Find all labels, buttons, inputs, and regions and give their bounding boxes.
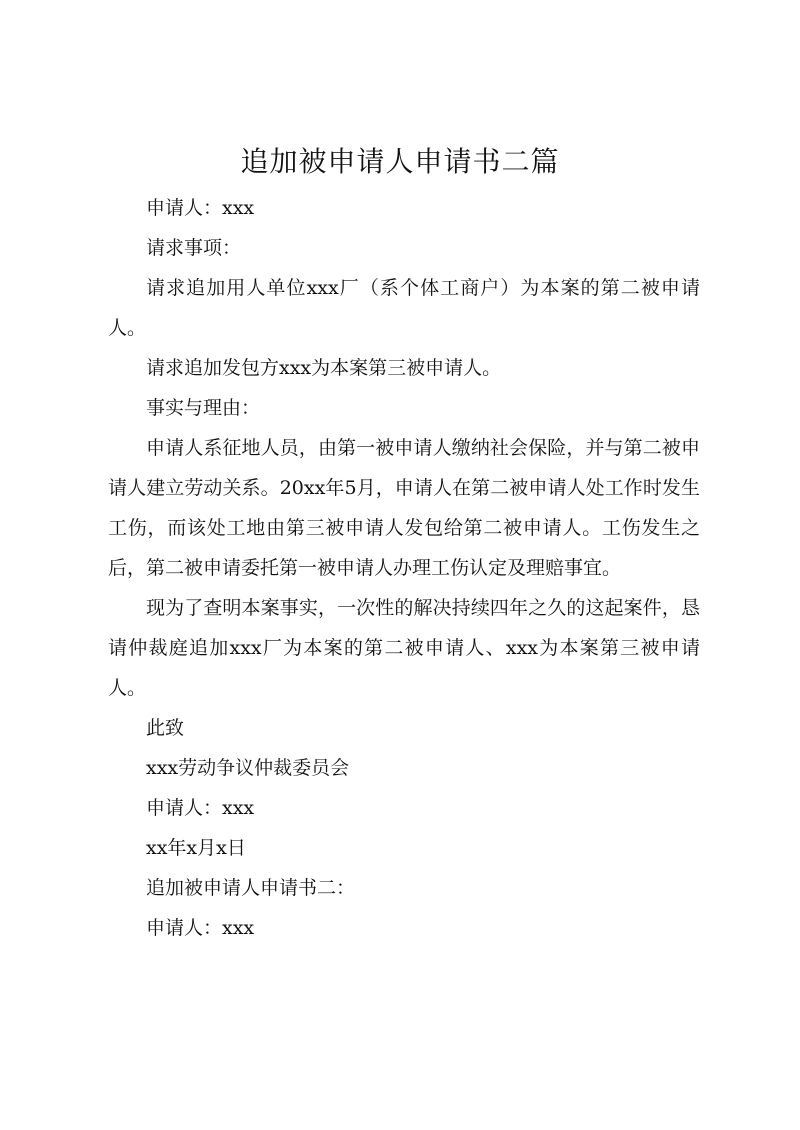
- request-heading: 请求事项：: [146, 237, 242, 259]
- salutation: 此致: [146, 717, 185, 739]
- applicant-line: 申请人：xxx: [146, 197, 255, 219]
- facts-heading: 事实与理由：: [146, 397, 261, 419]
- second-applicant-line: 申请人：xxx: [146, 917, 255, 939]
- facts-paragraph: 申请人系征地人员，由第一被申请人缴纳社会保险，并与第二被申请人建立劳动关系。20xx年5月，申请人在第二被申请人处工作时发生工伤，而该处工地由第三被申请人发包给第二被申请人。工伤发生之后，第二被申请委托第一被申请人办理工伤认定及理赔事宜。: [108, 437, 700, 579]
- signature-date: xx年x月x日: [146, 837, 246, 859]
- second-document-heading: 追加被申请人申请书二：: [146, 877, 356, 899]
- recipient: xxx劳动争议仲裁委员会: [146, 757, 350, 779]
- request-item-2: 请求追加发包方xxx为本案第三被申请人。: [146, 357, 502, 379]
- reason-paragraph: 现为了查明本案事实，一次性的解决持续四年之久的这起案件，恳请仲裁庭追加xxx厂为本案的第二被申请人、xxx为本案第三被申请人。: [108, 597, 700, 699]
- document-body: [108, 188, 700, 948]
- signature-applicant: 申请人：xxx: [146, 797, 255, 819]
- request-item-1: 请求追加用人单位xxx厂（系个体工商户）为本案的第二被申请人。: [108, 277, 700, 339]
- document-title: 追加被申请人申请书二篇: [240, 145, 560, 178]
